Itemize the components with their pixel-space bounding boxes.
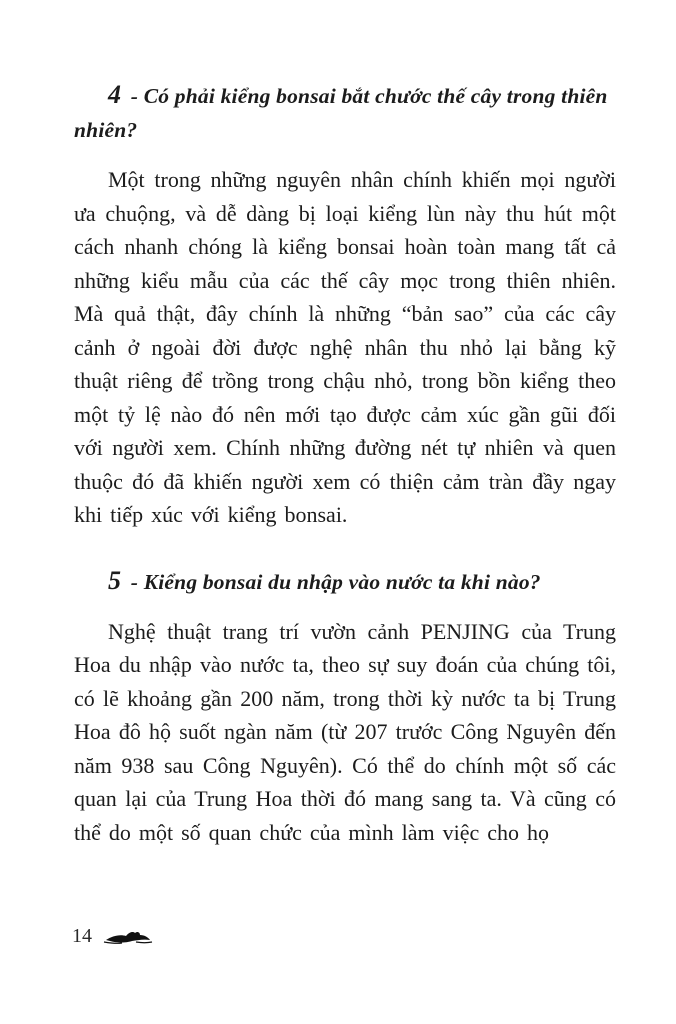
section-heading-4 [74, 78, 616, 147]
page-content [74, 78, 616, 875]
heading-title: - Có phải kiểng bonsai bắt chước thế cây trong thiên nhiên? [74, 84, 608, 142]
page-number: 14 [72, 925, 92, 947]
paragraph: Một trong những nguyên nhân chính khiến mọi người ưa chuộng, và dễ dàng bị loại kiểng lùn này thu hút một cách nhanh chóng là kiểng bonsai hoàn toàn mang tất cả những kiểu mẫu của các thế cây mọc trong thiên nhiên. Mà quả thật, đây chính là những “bản sao” của các cây cảnh ở ngoài đời được nghệ nhân thu nhỏ lại bằng kỹ thuật riêng để trồng trong chậu nhỏ, trong bồn kiểng theo một tỷ lệ nào đó nên mới tạo được cảm xúc gần gũi đối với người xem. Chính những đường nét tự nhiên và quen thuộc đó đã khiến người xem có thiện cảm tràn đầy ngay khi tiếp xúc với kiểng bonsai. [74, 167, 616, 527]
page-footer [72, 925, 154, 948]
ornament-icon [102, 926, 154, 948]
heading-number: 5 [108, 565, 122, 595]
section-heading-5 [74, 564, 616, 599]
heading-title: - Kiểng bonsai du nhập vào nước ta khi nào? [130, 569, 541, 594]
heading-number: 4 [108, 80, 122, 109]
paragraph: Nghệ thuật trang trí vườn cảnh PENJING của Trung Hoa du nhập vào nước ta, theo sự suy đoán của chúng tôi, có lẽ khoảng gần 200 năm, trong thời kỳ nước ta bị Trung Hoa đô hộ suốt ngàn năm (từ 207 trước Công Nguyên đến năm 938 sau Công Nguyên). Có thể do chính một số các quan lại của Trung Hoa thời đó mang sang ta. Và cũng có thể do một số quan chức của mình làm việc cho họ [74, 618, 616, 845]
